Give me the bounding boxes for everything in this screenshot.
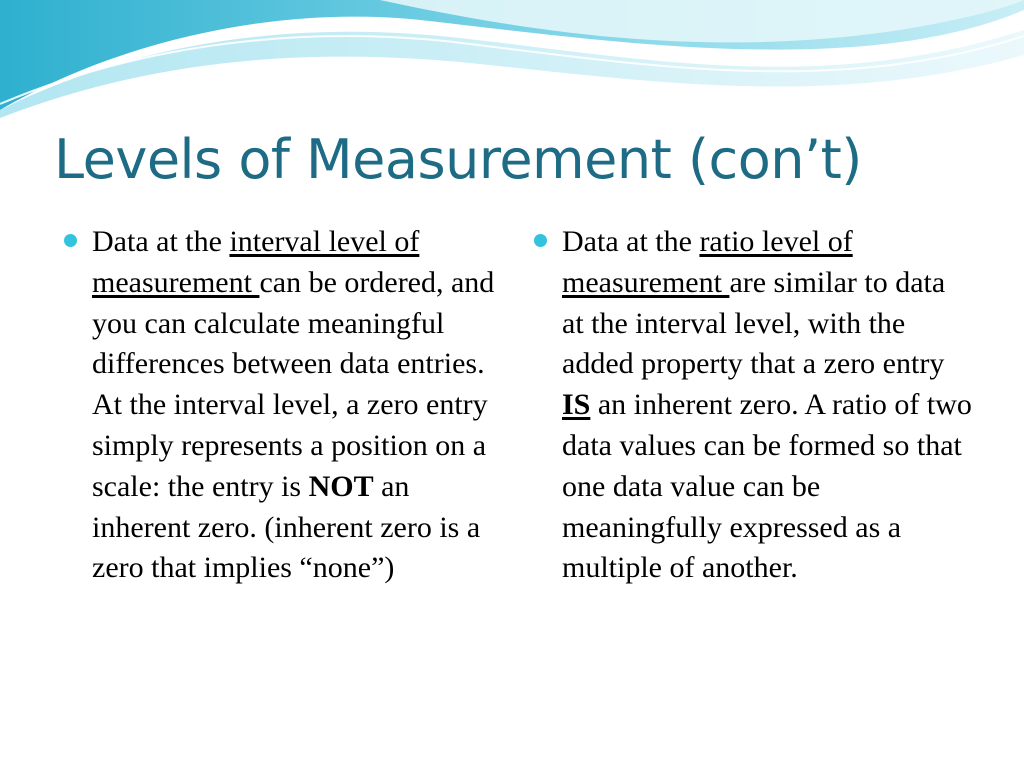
header-wave-decoration xyxy=(0,0,1024,120)
left-text-middle: can be ordered, and you can calculate meaningful differences between data entries. At the interval level, a zero entry simply represents a position on a scale: the entry is xyxy=(92,265,495,503)
slide-title: Levels of Measurement (con’t) xyxy=(54,128,862,191)
left-text-start: Data at the xyxy=(92,225,230,258)
right-bold-is: IS xyxy=(562,388,591,422)
right-text-start: Data at the xyxy=(562,225,700,258)
left-underlined-term: interval level of measurement xyxy=(92,225,420,299)
right-text-end: an inherent zero. A ratio of two data values can be formed so that one data value can be meaningfully expressed as a multiple of another. xyxy=(562,388,972,585)
left-bullet-item xyxy=(92,222,502,589)
right-bullet-text xyxy=(562,222,972,589)
right-bullet-item xyxy=(562,222,972,589)
left-text-end: an inherent zero. (inherent zero is a zero that implies “none”) xyxy=(92,469,481,585)
bullet-dot-icon xyxy=(64,234,77,247)
right-underlined-term: ratio level of measurement xyxy=(562,225,853,299)
left-bold-not: NOT xyxy=(308,469,374,503)
right-text-middle: are similar to data at the interval level, with the added property that a zero entry xyxy=(562,265,946,381)
left-bullet-text xyxy=(92,222,502,589)
bullet-dot-icon xyxy=(534,234,547,247)
